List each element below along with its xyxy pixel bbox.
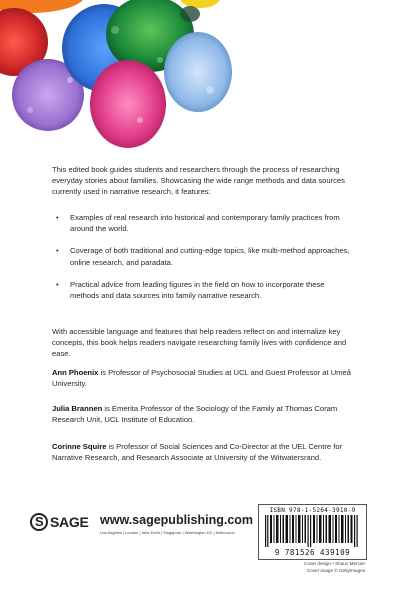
feature-item <box>52 279 352 301</box>
bullet-icon: • <box>56 279 59 289</box>
isbn-barcode <box>258 504 367 560</box>
publisher-website[interactable]: www.sagepublishing.com <box>100 513 254 527</box>
sage-logo-icon: S <box>30 513 48 531</box>
cover-image-credit: Cover image © GettyImages <box>306 568 365 573</box>
editor-name: Julia Brannen <box>52 404 103 413</box>
feature-list <box>52 212 352 312</box>
sage-logo-text: SAGE <box>50 514 89 530</box>
feature-text: Examples of real research into historical and contemporary family practices from around the world. <box>70 213 340 234</box>
intro-paragraph: This edited book guides students and researchers through the process of researching everyday stories about families. Showcasing the wide range methods and data sources currently used in narrative research, it features: <box>52 165 345 197</box>
isbn-text: ISBN 978-1-5264-3910-9 <box>269 507 356 514</box>
editor-bio <box>52 441 352 463</box>
feature-text: Coverage of both traditional and cutting-edge topics, like multi-method approaches, online research, and paradata. <box>70 246 350 267</box>
feature-item <box>52 212 352 234</box>
cover-artwork <box>0 0 400 160</box>
light-blue-blob <box>164 32 232 112</box>
cover-design-credit: Cover design • Shaun Mercier <box>303 561 365 566</box>
publisher-cities: Los Angeles | London | New Delhi | Singapore | Washington DC | Melbourne <box>100 530 235 535</box>
editor-name: Corinne Squire <box>52 442 107 451</box>
closing-paragraph: With accessible language and features that help readers reflect on and internalize key concepts, this book helps readers navigate researching family lives with confidence and ease. <box>52 327 347 359</box>
editor-bio-text: is Professor of Psychosocial Studies at UCL and Guest Professor at Umeå University. <box>52 368 351 389</box>
cover-credits <box>304 560 365 574</box>
publisher-footer <box>30 500 370 580</box>
dark-splash <box>180 6 200 22</box>
editor-bio-text: is Emerita Professor of the Sociology of the Family at Thomas Coram Research Unit, UCL Institute of Education. <box>52 404 338 425</box>
bullet-icon: • <box>56 213 59 222</box>
editor-bio <box>52 403 352 425</box>
feature-item <box>52 245 352 267</box>
feature-text: Practical advice from leading figures in the field on how to incorporate these methods and data sources into family narrative research. <box>70 279 325 301</box>
editor-name: Ann Phoenix <box>52 368 99 377</box>
sage-logo <box>30 513 88 531</box>
barcode-number: 9 781526 439109 <box>274 548 351 557</box>
bullet-icon: • <box>56 246 59 256</box>
barcode-bars <box>265 515 360 547</box>
watercolor-blobs <box>0 0 400 160</box>
editor-bio <box>52 367 352 389</box>
editor-bio-text: is Professor of Social Sciences and Co-Director at the UEL Centre for Narrative Research, and Research Associate at University of the Witwatersrand. <box>52 442 343 463</box>
pink-blob <box>90 60 166 148</box>
